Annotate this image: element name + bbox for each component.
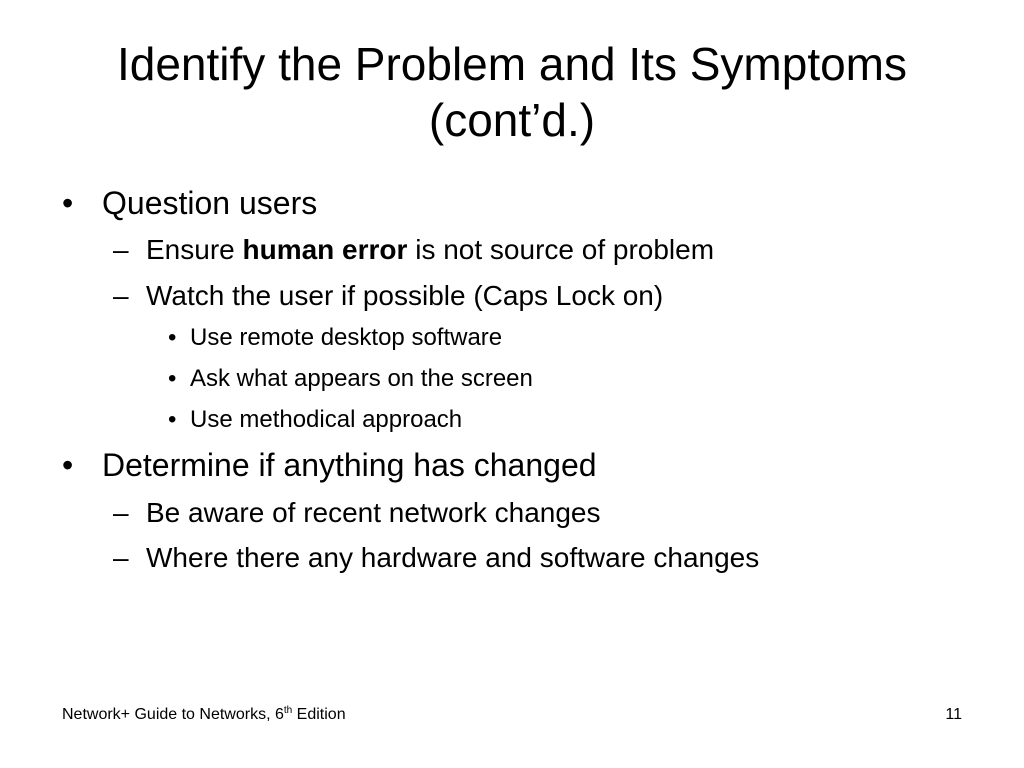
footer-text — [62, 705, 346, 725]
dash-marker: – — [113, 280, 129, 311]
sub-sub-bullet-text: Use methodical approach — [190, 406, 463, 433]
sub-sub-bullet-text: Use remote desktop software — [190, 324, 503, 351]
footer-superscript: th — [283, 705, 293, 716]
sub-bullet-text: Watch the user if possible (Caps Lock on) — [146, 280, 664, 311]
bullet-text: Determine if anything has changed — [102, 447, 597, 483]
dash-marker: – — [113, 497, 129, 528]
sub-bullet-text: Where there any hardware and software changes — [146, 542, 760, 573]
sub-bullet-text: Be aware of recent network changes — [146, 497, 601, 528]
page-number: 11 — [945, 706, 962, 723]
emphasis-text: human error — [242, 234, 408, 265]
sub-bullet-suffix: is not source of problem — [407, 234, 715, 265]
bullet-marker: • — [168, 324, 177, 351]
bullet-text: Question users — [102, 185, 318, 221]
bullet-marker: • — [62, 447, 74, 483]
slide-title-line-2: (cont’d.) — [428, 94, 596, 146]
sub-bullet-prefix: Ensure — [146, 234, 243, 265]
slide-title-line-1: Identify the Problem and Its Symptoms — [116, 38, 908, 90]
bullet-marker: • — [168, 406, 177, 433]
bullet-marker: • — [62, 185, 74, 221]
dash-marker: – — [113, 234, 129, 265]
footer-title: Network+ Guide to Networks, 6 — [62, 706, 284, 723]
footer-edition: Edition — [292, 706, 346, 723]
bullet-marker: • — [168, 365, 177, 392]
dash-marker: – — [113, 542, 129, 573]
sub-bullet-text — [146, 233, 714, 267]
sub-sub-bullet-text: Ask what appears on the screen — [190, 365, 533, 392]
